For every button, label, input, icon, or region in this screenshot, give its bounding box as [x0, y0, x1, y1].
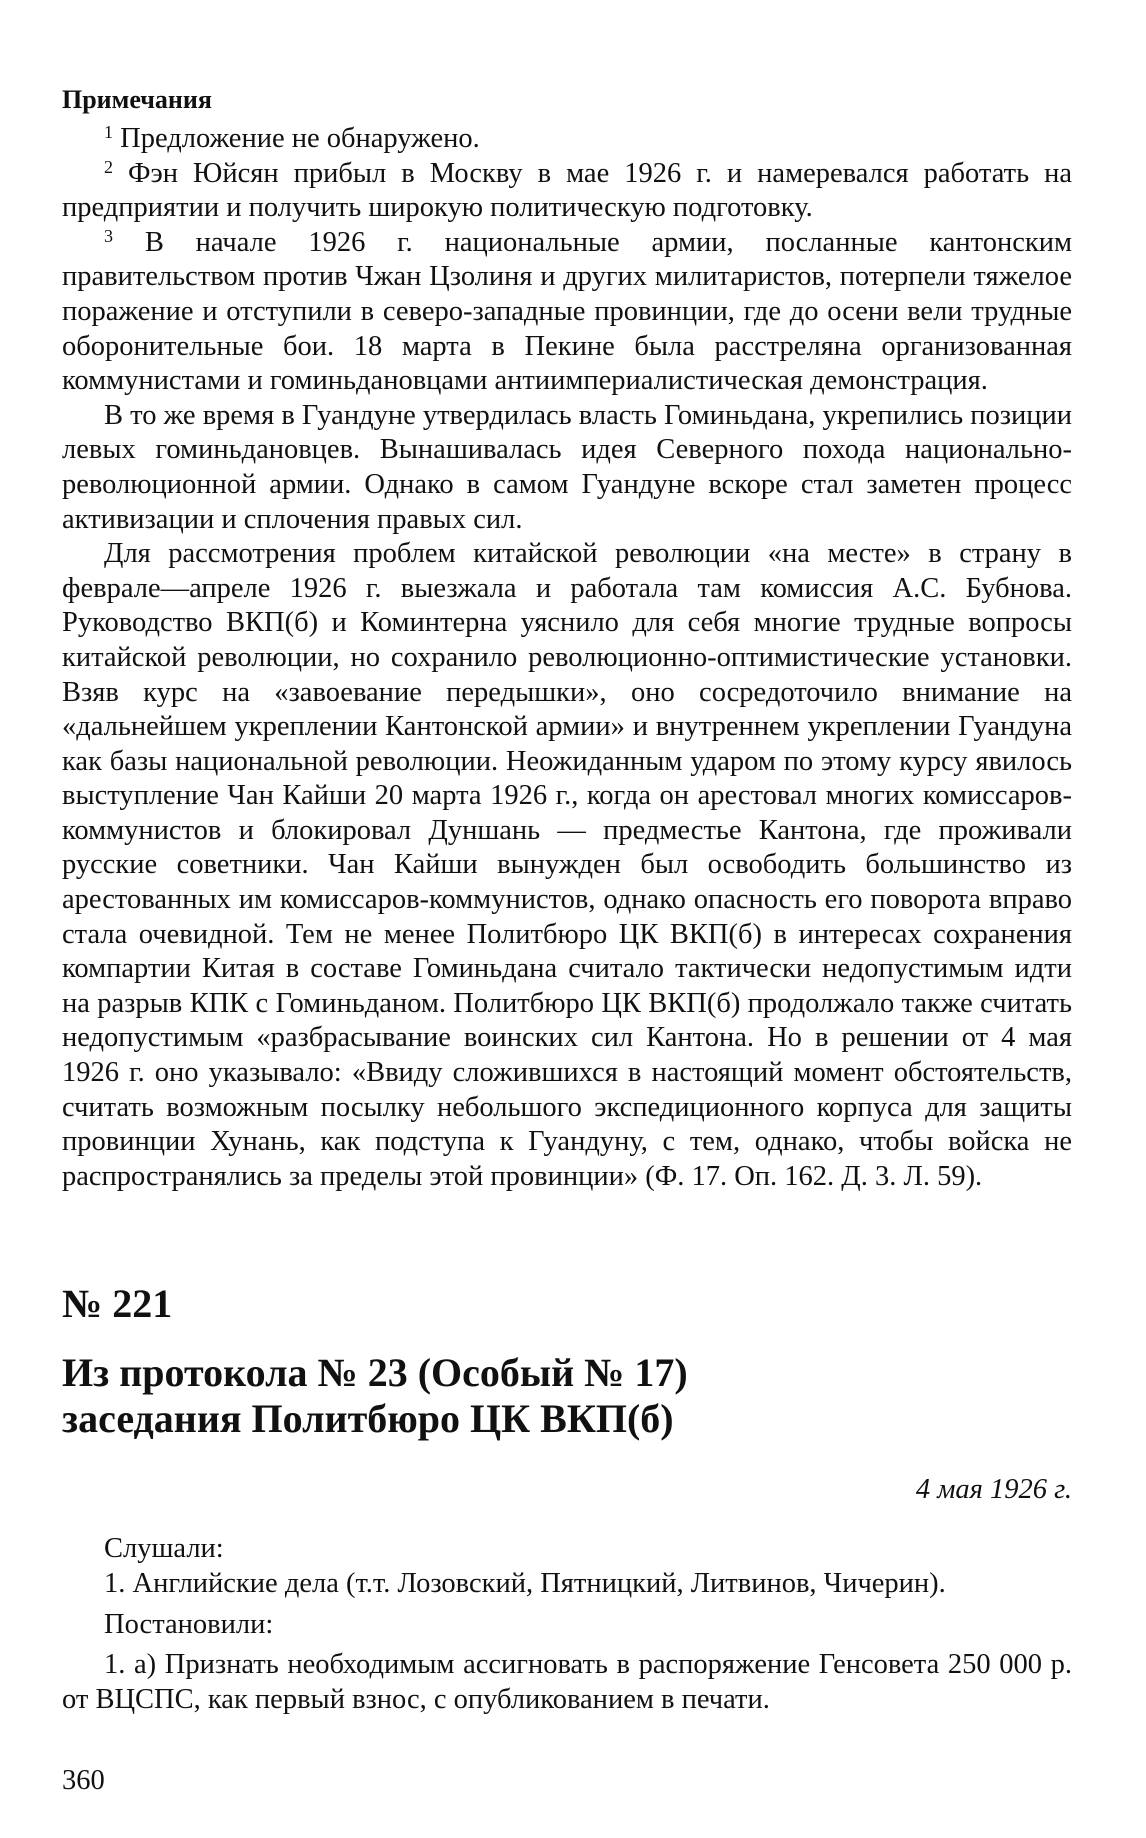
- notes-section: [62, 84, 1072, 1194]
- note-text: Фэн Юйсян прибыл в Москву в мае 1926 г. и намеревался работать на предприятии и получить широкую политическую подготовку.: [62, 157, 1073, 224]
- note-paragraph: В то же время в Гуандуне утвердилась власть Гоминьдана, укрепились позиции левых гоминьдановцев. Вынашивалась идея Северного похода национально-революционной армии. Однако в самом Гуандуне вскоре стал заметен процесс активизации и сплочения правых сил.: [62, 399, 1072, 535]
- note-item: [62, 226, 1072, 399]
- notes-heading: Примечания: [62, 85, 212, 114]
- note-marker: 3: [104, 225, 113, 246]
- page-number: 360: [62, 1765, 105, 1796]
- note-item: [62, 122, 1072, 157]
- document-date: 4 мая 1926 г.: [915, 1474, 1072, 1506]
- document-title-line: Из протокола № 23 (Особый № 17): [62, 1350, 688, 1396]
- note-text: В начале 1926 г. национальные армии, посланные кантонским правительством против Чжан Цзолиня и других милитаристов, потерпели тяжелое поражение и отступили в северо-западные провинции, где до осени вели трудные оборонительные бои. 18 марта в Пекине была расстреляна организованная коммунистами и гоминьдановцами антиимпериалистическая демонстрация.: [62, 226, 1072, 397]
- note-marker: 2: [104, 156, 113, 177]
- note-item: [62, 157, 1072, 226]
- note-paragraph: Для рассмотрения проблем китайской революции «на месте» в страну в феврале—апреле 1926 г. выезжала и работала там комиссия А.С. Бубнова. Руководство ВКП(б) и Коминтерна уяснило для себя многие трудные вопросы китайской революции, но сохранило революционно-оптимистические установки. Взяв курс на «завоевание передышки», оно сосредоточило внимание на «дальнейшем укреплении Кантонской армии» и внутреннем укреплении Гуандуна как базы национальной революции. Неожиданным ударом по этому курсу явилось выступление Чан Кайши 20 марта 1926 г., когда он арестовал многих комиссаров-коммунистов и блокировал Дуншань — предместье Кантона, где проживали русские советники. Чан Кайши вынужден был освободить большинство из арестованных им комиссаров-коммунистов, однако опасность его поворота вправо стала очевидной. Тем не менее Политбюро ЦК ВКП(б) в интересах сохранения компартии Китая в составе Гоминьдана считало тактически недопустимым идти на разрыв КПК с Гоминьданом. Политбюро ЦК ВКП(б) продолжало также считать недопустимым «разбрасывание воинских сил Кантона. Но в решении от 4 мая 1926 г. оно указывало: «Ввиду сложившихся в настоящий момент обстоятельств, считать возможным посылку небольшого экспедиционного корпуса для защиты провинции Хунань, как подступа к Гуандуну, с тем, однако, чтобы войска не распространялись за пределы этой провинции» (Ф. 17. Оп. 162. Д. 3. Л. 59).: [62, 538, 1072, 1192]
- heard-item: 1. Английские дела (т.т. Лозовский, Пятницкий, Литвинов, Чичерин).: [104, 1568, 946, 1599]
- document-title: [62, 1350, 1072, 1442]
- resolved-label: Постановили:: [104, 1608, 274, 1640]
- note-marker: 1: [104, 122, 113, 142]
- heard-label: Слушали:: [104, 1533, 224, 1565]
- document-title-line: заседания Политбюро ЦК ВКП(б): [62, 1396, 674, 1442]
- page-content: [62, 84, 1072, 1717]
- document-body: [62, 1532, 1072, 1717]
- note-text: Предложение не обнаружено.: [120, 123, 480, 154]
- document-number: № 221: [62, 1281, 173, 1327]
- resolved-item: 1. а) Признать необходимым ассигновать в распоряжение Генсовета 250 000 р. от ВЦСПС, как первый взнос, с опубликованием в печати.: [62, 1649, 1072, 1715]
